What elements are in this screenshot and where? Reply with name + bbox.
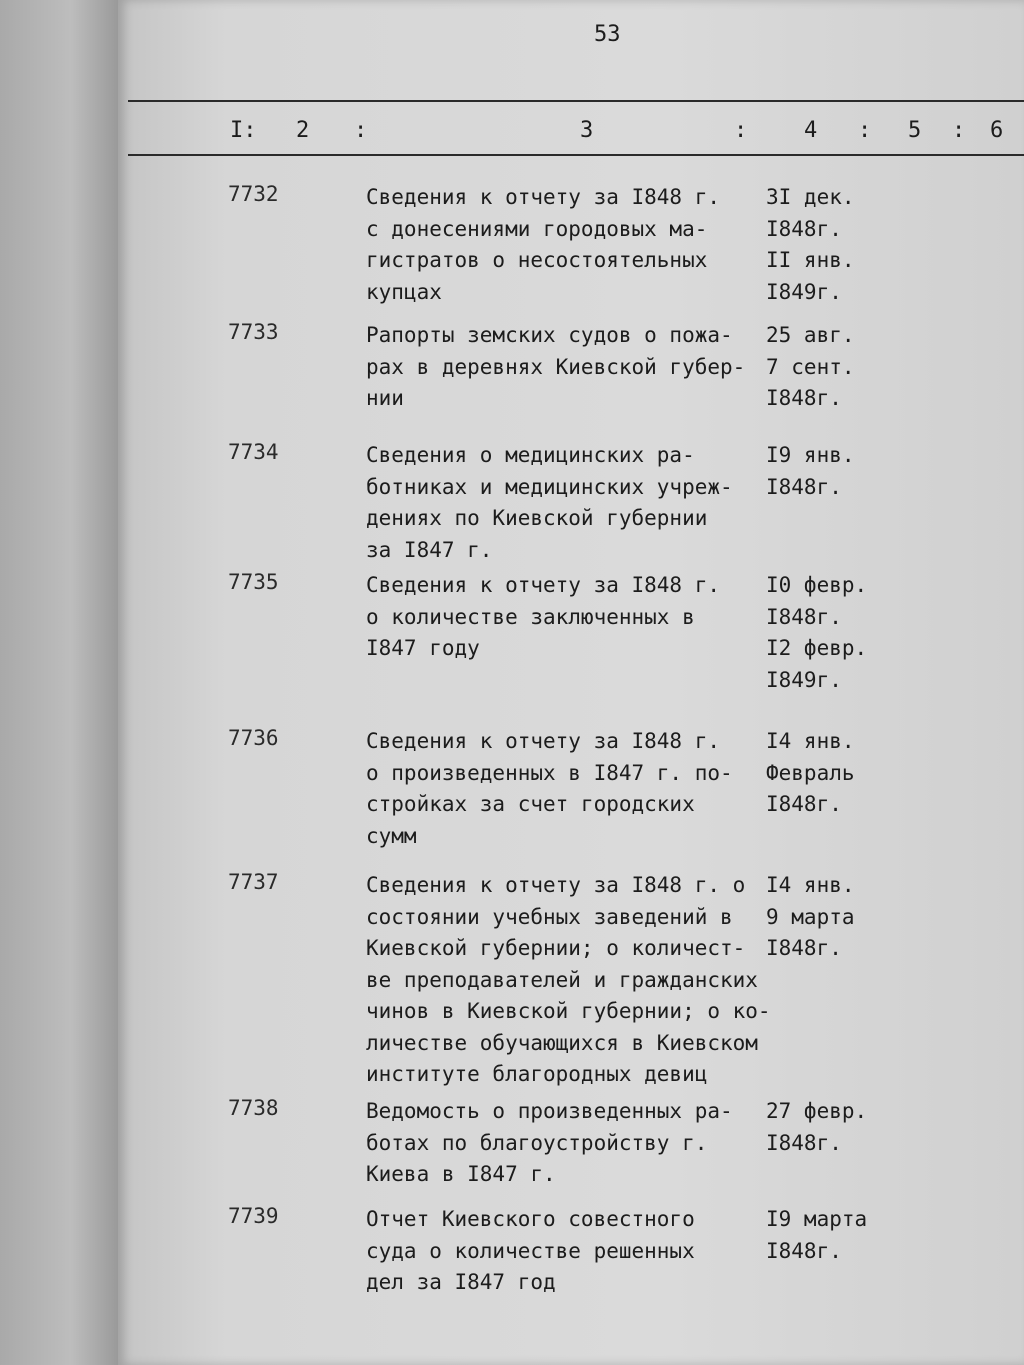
description-line: дел за I847 год bbox=[366, 1270, 556, 1294]
description-line: состоянии учебных заведений в bbox=[366, 904, 733, 929]
entry-dates bbox=[766, 320, 906, 415]
description-line: Сведения к отчету за I848 г. bbox=[366, 573, 721, 597]
entry-number: 7738 bbox=[228, 1096, 279, 1120]
date-line: 25 авг. bbox=[766, 323, 855, 347]
description-line: о количестве заключенных в bbox=[366, 604, 695, 629]
entry-description bbox=[366, 440, 786, 566]
entry-number: 7735 bbox=[228, 570, 279, 594]
entry-description bbox=[366, 726, 786, 852]
date-line: I4 янв. bbox=[766, 729, 855, 753]
entry-number: 7734 bbox=[228, 440, 279, 464]
entry-dates bbox=[766, 726, 906, 821]
date-line: I848г. bbox=[766, 216, 842, 241]
description-line: купцах bbox=[366, 279, 442, 304]
description-line: Сведения о медицинских ра- bbox=[366, 443, 695, 467]
description-line: за I847 г. bbox=[366, 537, 493, 562]
date-line: 9 марта bbox=[766, 904, 855, 929]
entry-number: 7737 bbox=[228, 870, 279, 894]
entry-number: 7739 bbox=[228, 1204, 279, 1228]
date-line: 27 февр. bbox=[766, 1099, 868, 1123]
header-rule-top bbox=[128, 100, 1024, 102]
entry-dates bbox=[766, 440, 906, 503]
entry-dates bbox=[766, 870, 906, 965]
date-line: I0 февр. bbox=[766, 573, 868, 597]
date-line: Февраль bbox=[766, 760, 855, 785]
description-line: личестве обучающихся в Киевском bbox=[366, 1030, 758, 1055]
entry-dates bbox=[766, 182, 906, 308]
entry-dates bbox=[766, 1096, 906, 1159]
description-line: ве преподавателей и гражданских bbox=[366, 967, 758, 992]
description-line: Сведения к отчету за I848 г. bbox=[366, 729, 721, 753]
date-line: I848г. bbox=[766, 1130, 842, 1155]
header-sep3: : bbox=[858, 118, 872, 143]
description-line: институте благородных девиц bbox=[366, 1062, 708, 1086]
header-col6: 6 bbox=[990, 118, 1004, 143]
date-line: I2 февр. bbox=[766, 636, 868, 660]
entry-dates bbox=[766, 1204, 906, 1267]
date-line: I848г. bbox=[766, 474, 842, 499]
description-line: нии bbox=[366, 386, 404, 410]
entry-description bbox=[366, 570, 786, 665]
description-line: Киева в I847 г. bbox=[366, 1162, 556, 1186]
description-line: Киевской губернии; о количест- bbox=[366, 936, 746, 960]
description-line: стройках за счет городских bbox=[366, 792, 695, 816]
date-line: 7 сент. bbox=[766, 354, 855, 379]
description-line: дениях по Киевской губернии bbox=[366, 506, 708, 530]
description-line: I847 году bbox=[366, 636, 480, 660]
entry-number: 7736 bbox=[228, 726, 279, 750]
date-line: I9 янв. bbox=[766, 443, 855, 467]
header-col5: 5 bbox=[908, 118, 922, 143]
date-line: I848г. bbox=[766, 1238, 842, 1263]
entry-dates bbox=[766, 570, 906, 696]
description-line: с донесениями городовых ма- bbox=[366, 216, 708, 241]
description-line: гистратов о несостоятельных bbox=[366, 248, 708, 272]
header-sep2: : bbox=[734, 118, 748, 143]
date-line: I9 марта bbox=[766, 1207, 868, 1231]
description-line: Ведомость о произведенных ра- bbox=[366, 1099, 733, 1123]
header-sep4: : bbox=[952, 118, 966, 143]
description-line: Отчет Киевского совестного bbox=[366, 1207, 695, 1231]
header-col3: 3 bbox=[580, 118, 594, 143]
entry-description bbox=[366, 870, 786, 1091]
date-line: I848г. bbox=[766, 792, 842, 816]
date-line: I849г. bbox=[766, 667, 842, 692]
description-line: ботах по благоустройству г. bbox=[366, 1130, 708, 1155]
date-line: I848г. bbox=[766, 936, 842, 960]
entry-description bbox=[366, 182, 786, 308]
entry-description bbox=[366, 1096, 786, 1191]
date-line: I848г. bbox=[766, 604, 842, 629]
header-col1: I: bbox=[230, 118, 257, 143]
date-line: I849г. bbox=[766, 279, 842, 304]
entry-number: 7733 bbox=[228, 320, 279, 344]
facing-page-edge bbox=[0, 0, 118, 1365]
description-line: ботниках и медицинских учреж- bbox=[366, 474, 733, 499]
description-line: чинов в Киевской губернии; о ко- bbox=[366, 999, 771, 1023]
header-sep1: : bbox=[354, 118, 368, 143]
description-line: Сведения к отчету за I848 г. bbox=[366, 185, 721, 209]
header-col2: 2 bbox=[296, 118, 310, 143]
description-line: Сведения к отчету за I848 г. о bbox=[366, 873, 746, 897]
date-line: I848г. bbox=[766, 386, 842, 410]
header-col4: 4 bbox=[804, 118, 818, 143]
header-rule-bottom bbox=[128, 154, 1024, 156]
page-number: 53 bbox=[594, 22, 621, 47]
date-line: I4 янв. bbox=[766, 873, 855, 897]
description-line: рах в деревнях Киевской губер- bbox=[366, 354, 746, 379]
entry-description bbox=[366, 1204, 786, 1299]
description-line: Рапорты земских судов о пожа- bbox=[366, 323, 733, 347]
entry-number: 7732 bbox=[228, 182, 279, 206]
description-line: о произведенных в I847 г. по- bbox=[366, 760, 733, 785]
entry-description bbox=[366, 320, 786, 415]
date-line: 3I дек. bbox=[766, 185, 855, 209]
description-line: сумм bbox=[366, 823, 417, 848]
date-line: II янв. bbox=[766, 248, 855, 272]
description-line: суда о количестве решенных bbox=[366, 1238, 695, 1263]
document-page bbox=[118, 0, 1024, 1365]
